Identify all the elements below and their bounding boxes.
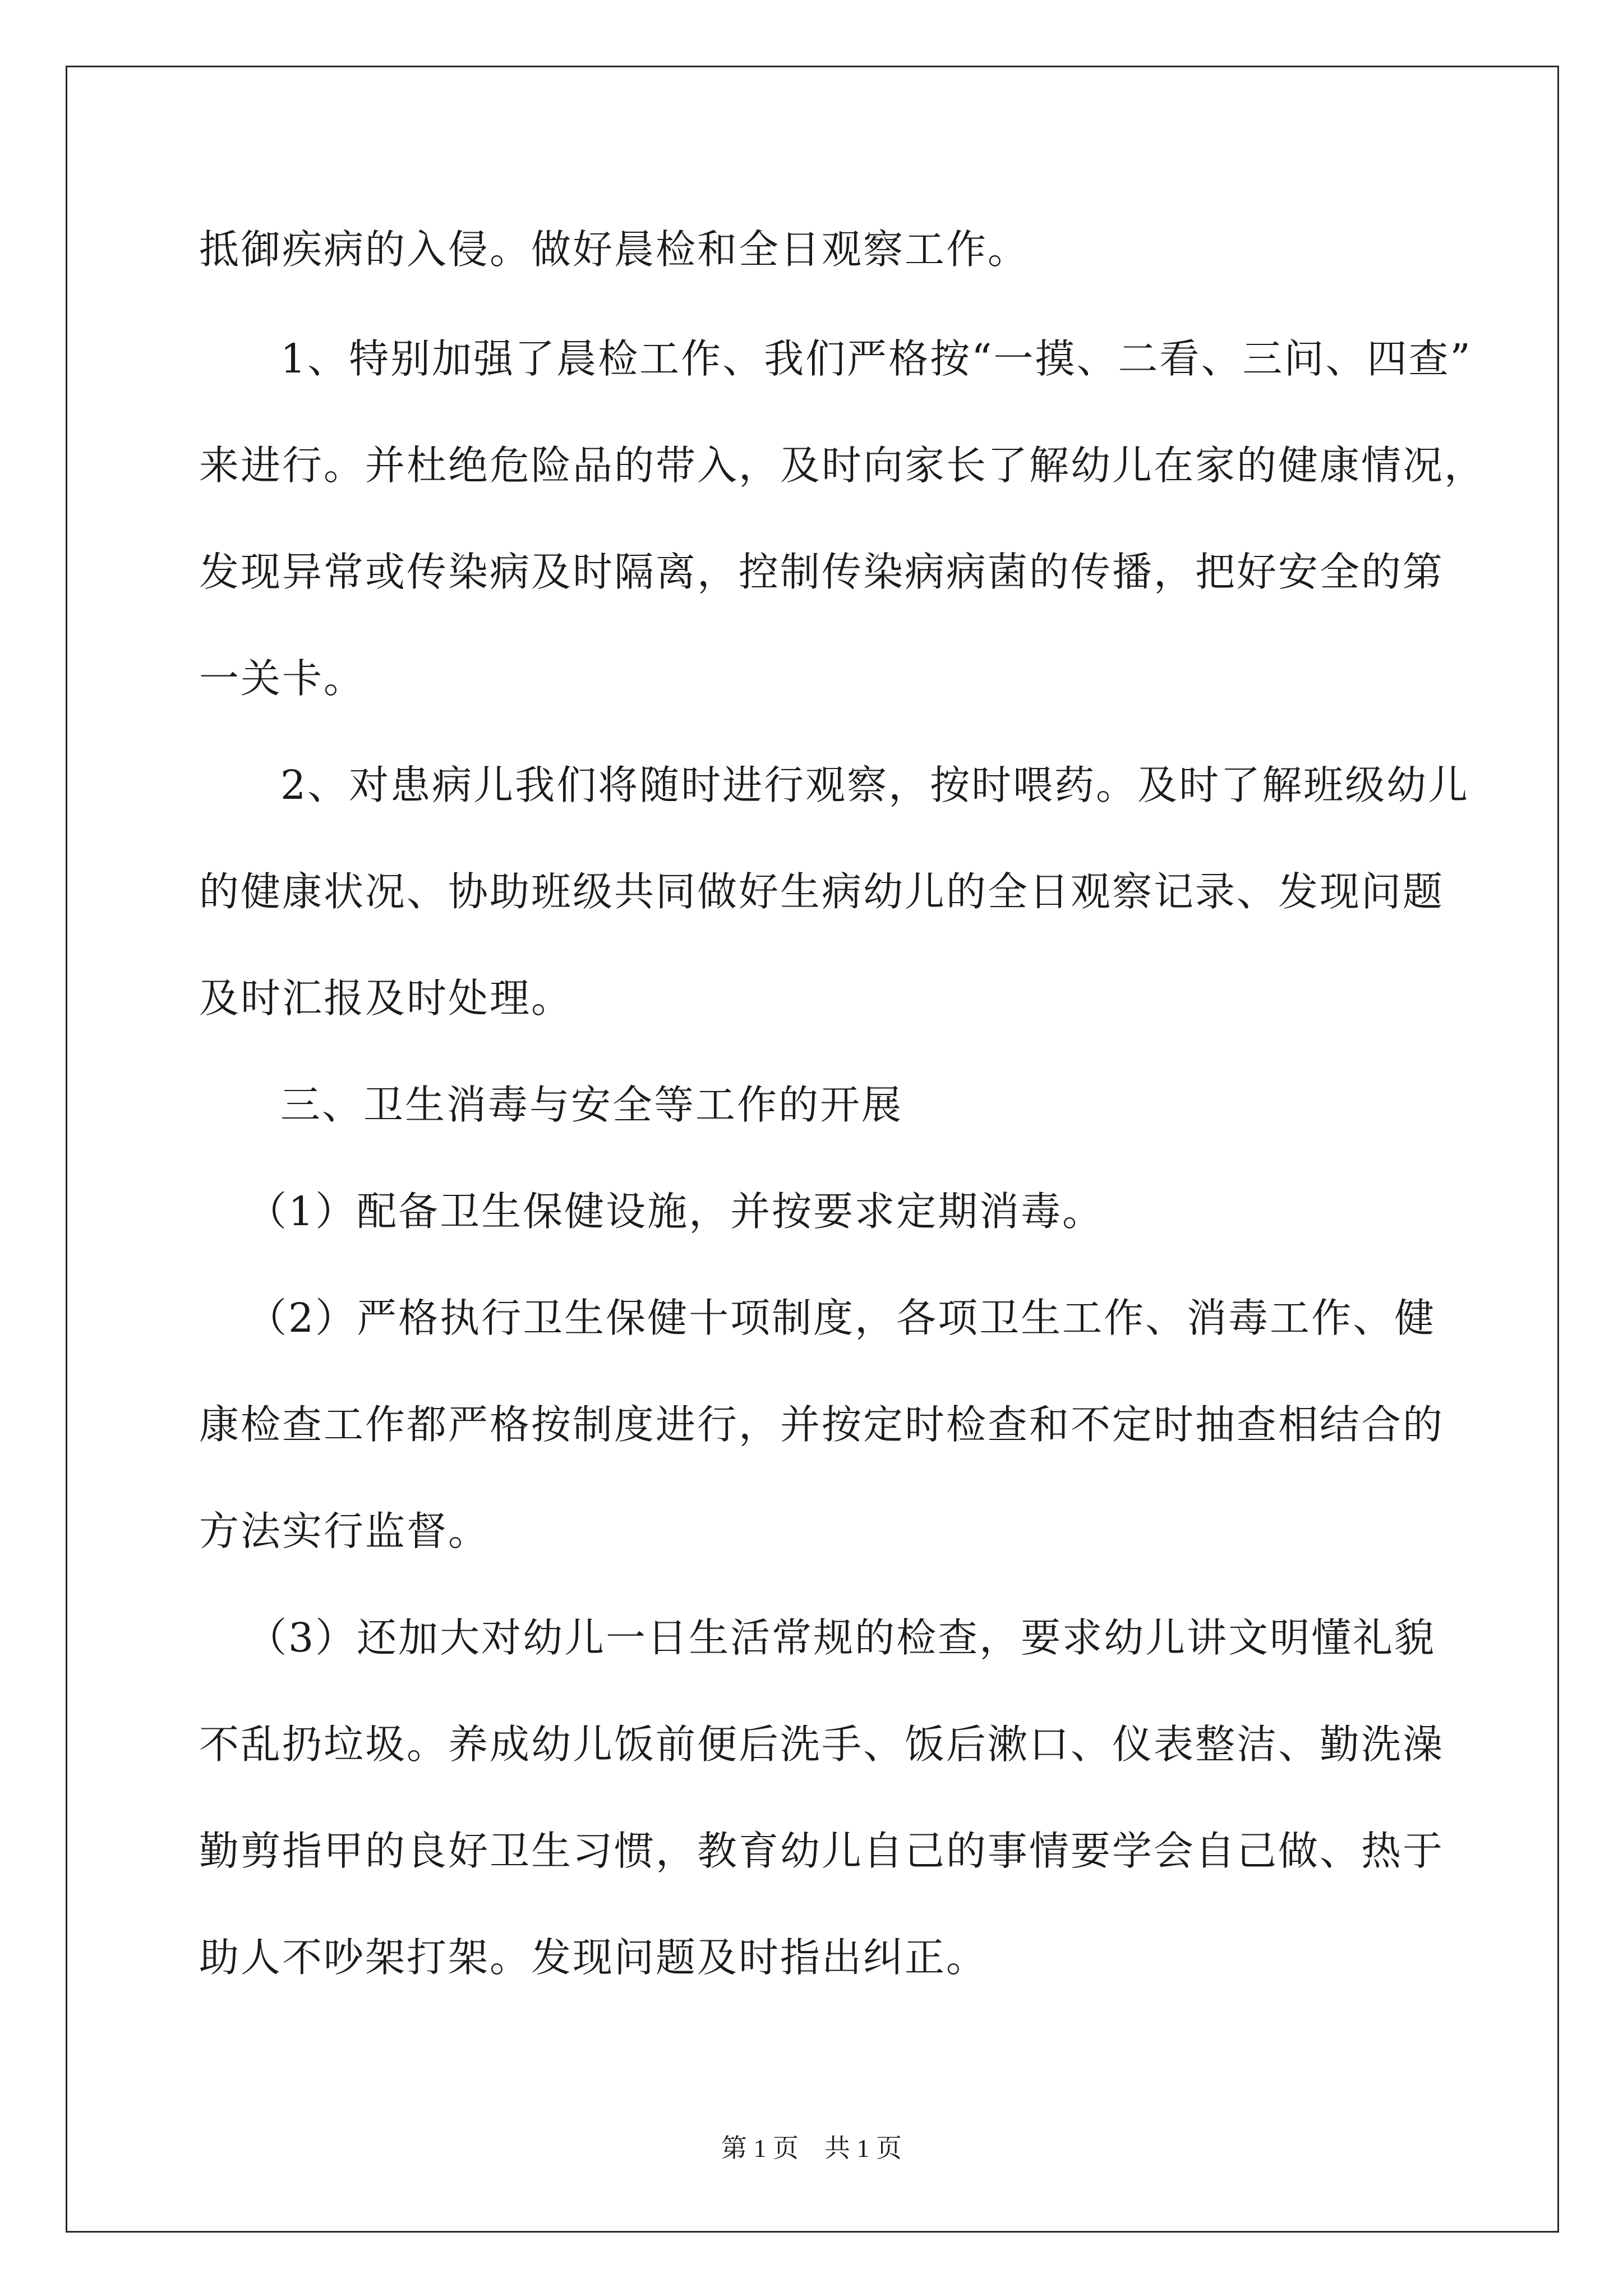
paragraph-line: 勤剪指甲的良好卫生习惯，教育幼儿自己的事情要学会自己做、热于 [199,1828,1445,1874]
paragraph-line: 的健康状况、协助班级共同做好生病幼儿的全日观察记录、发现问题 [199,868,1445,915]
page-number-footer: 第 1 页 共 1 页 [721,2134,902,2162]
paragraph-line: 一关卡。 [199,655,366,702]
paragraph-line: 不乱扔垃圾。养成幼儿饭前便后洗手、饭后漱口、仪表整洁、勤洗澡 [199,1721,1445,1768]
paragraph-line: 助人不吵架打架。发现问题及时指出纠正。 [199,1934,988,1981]
paragraph-line: （1）配备卫生保健设施，并按要求定期消毒。 [247,1188,1104,1235]
paragraph-line: （2）严格执行卫生保健十项制度，各项卫生工作、消毒工作、健 [247,1295,1436,1341]
paragraph-line: 发现异常或传染病及时隔离，控制传染病病菌的传播，把好安全的第 [199,549,1445,595]
page-border [66,66,1559,2233]
paragraph-line: （3）还加大对幼儿一日生活常规的检查，要求幼儿讲文明懂礼貌 [247,1614,1436,1661]
paragraph-line: 方法实行监督。 [199,1508,490,1554]
paragraph-line: 及时汇报及时处理。 [199,975,573,1022]
paragraph-line: 2、对患病儿我们将随时进行观察，按时喂药。及时了解班级幼儿 [280,762,1470,808]
paragraph-line: 康检查工作都严格按制度进行，并按定时检查和不定时抽查相结合的 [199,1401,1445,1448]
paragraph-line: 抵御疾病的入侵。做好晨检和全日观察工作。 [199,226,1030,273]
section-heading: 三、卫生消毒与安全等工作的开展 [280,1082,903,1128]
paragraph-line: 1、特别加强了晨检工作、我们严格按“一摸、二看、三问、四查” [280,335,1472,382]
paragraph-line: 来进行。并杜绝危险品的带入，及时向家长了解幼儿在家的健康情况， [199,442,1486,489]
